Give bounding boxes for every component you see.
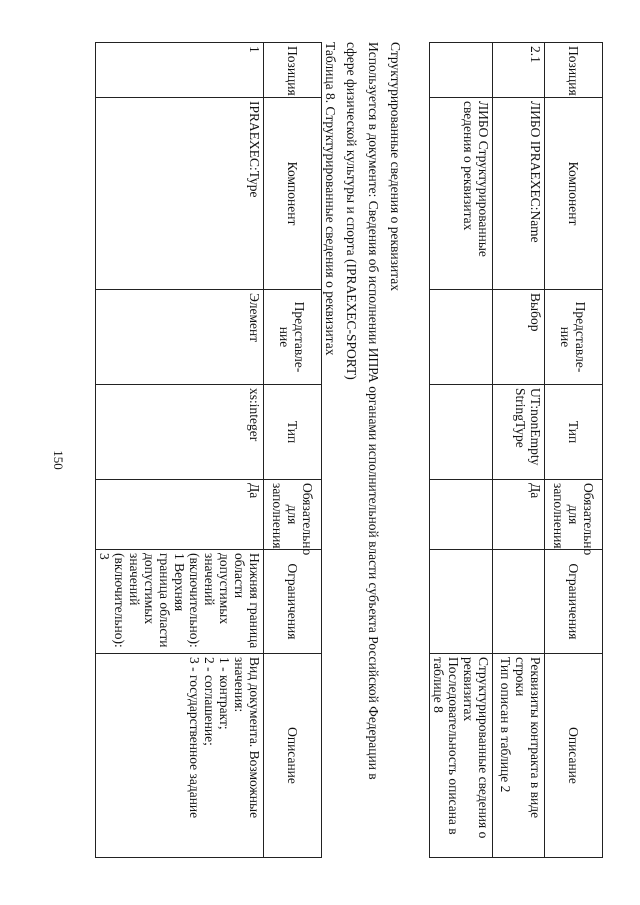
- usage-paragraph: Используется в документе: Сведения об исполнении ИПРА органами исполнительной власти субъекта Российской Федерации в: [366, 42, 381, 780]
- cell-position: 1: [96, 43, 264, 98]
- col-header-description: Описание: [545, 654, 603, 858]
- cell-required: [430, 480, 493, 550]
- cell-description: [493, 654, 545, 858]
- cell-representation: Выбор: [493, 290, 545, 385]
- description-line: Последовательность описана в таблице 8: [431, 657, 461, 835]
- col-header-type: Тип: [264, 385, 322, 480]
- col-header-required: Обязательно для заполнения: [545, 480, 603, 550]
- table-caption: Таблица 8. Структурированные сведения о реквизитах: [323, 42, 338, 356]
- table-row: [493, 43, 545, 858]
- cell-description: [430, 654, 493, 858]
- description-line: Структурированные сведения о реквизитах: [461, 657, 491, 839]
- col-header-description: Описание: [264, 654, 322, 858]
- col-header-constraints: Ограничения: [545, 550, 603, 654]
- description-line: 1 - контракт;: [217, 657, 232, 730]
- description-line: 3 - государственное задание: [187, 657, 202, 819]
- table-header-row: [264, 43, 322, 858]
- description-line: Реквизиты контракта в виде строки: [513, 657, 543, 819]
- description-line: Вид документа. Возможные значения:: [232, 657, 262, 819]
- cell-type: [430, 385, 493, 480]
- cell-component: ЛИБО IPRAEXEC:Name: [493, 98, 545, 290]
- col-header-type: Тип: [545, 385, 603, 480]
- col-header-required: Обязательно для заполнения: [264, 480, 322, 550]
- col-header-representation: Представле-ние: [545, 290, 603, 385]
- description-line: Тип описан в таблице 2: [498, 657, 513, 793]
- components-table: [429, 42, 603, 858]
- col-header-component: Компонент: [264, 98, 322, 290]
- structured-details-table: [95, 42, 338, 858]
- col-header-position: Позиция: [545, 43, 603, 98]
- cell-constraints: Нижняя граница области допустимых значений (включительно): 1 Верхняя граница области допустимых значений (включительно): 3: [96, 550, 264, 654]
- usage-paragraph-continued: сфере физической культуры и спорта (IPRAEXEC-SPORT): [344, 42, 359, 380]
- cell-position: [430, 43, 493, 98]
- cell-required: Да: [493, 480, 545, 550]
- col-header-component: Компонент: [545, 98, 603, 290]
- col-header-constraints: Ограничения: [264, 550, 322, 654]
- col-header-representation: Представле-ние: [264, 290, 322, 385]
- table-row: [96, 43, 264, 858]
- section-heading: Структурированные сведения о реквизитах: [388, 42, 403, 291]
- rotated-page-content: [43, 42, 603, 862]
- page-number: 150: [51, 450, 66, 470]
- cell-description: [96, 654, 264, 858]
- cell-constraints: [430, 550, 493, 654]
- cell-required: Да: [96, 480, 264, 550]
- cell-representation: Элемент: [96, 290, 264, 385]
- cell-component: IPRAEXEC:Type: [96, 98, 264, 290]
- cell-constraints: [493, 550, 545, 654]
- cell-position: 2.1: [493, 43, 545, 98]
- cell-type: UT:nonEmpty StringType: [493, 385, 545, 480]
- table-header-row: [545, 43, 603, 858]
- col-header-position: Позиция: [264, 43, 322, 98]
- table-row: [430, 43, 493, 858]
- description-line: 2 - соглашение;: [202, 657, 217, 746]
- cell-representation: [430, 290, 493, 385]
- cell-component: ЛИБО Структурированные сведения о реквизитах: [430, 98, 493, 290]
- cell-type: xs:integer: [96, 385, 264, 480]
